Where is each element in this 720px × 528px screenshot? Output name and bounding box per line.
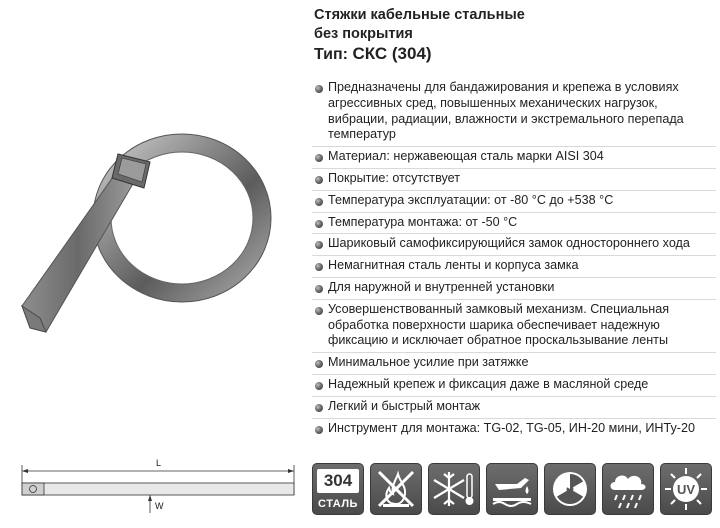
type-value: СКС (304) [352,44,432,63]
bullet-icon [315,198,323,206]
feature-item: Инструмент для монтажа: TG-02, TG-05, ИН-20 мини, ИНТу-20 [312,419,716,440]
fire-resistant-icon [370,463,422,515]
feature-item: Для наружной и внутренней установки [312,278,716,300]
uv-label: UV [676,482,696,497]
property-icons-row [312,463,716,519]
feature-item: Предназначены для бандажирования и крепежа в условиях агрессивных сред, повышенных механических нагрузок, вибрации, радиации, влажности и экстремального перепада температур [312,78,716,147]
dimension-drawing [14,455,304,515]
steel-304-icon [312,463,364,515]
feature-list [312,78,716,439]
product-title-block [314,6,714,64]
feature-item: Шариковый самофиксирующийся замок одностороннего хода [312,234,716,256]
product-image [0,70,300,370]
radiation-resistant-icon [544,463,596,515]
uv-resistant-icon [660,463,712,515]
type-line [314,44,714,64]
bullet-icon [315,307,323,315]
steel-grade-number: 304 [317,469,359,493]
feature-item: Температура монтажа: от -50 °С [312,213,716,235]
title-line-2: без покрытия [314,26,413,42]
title-line-1: Стяжки кабельные стальные [314,7,525,23]
feature-item: Температура эксплуатации: от -80 °С до +538 °С [312,191,716,213]
feature-item: Немагнитная сталь ленты и корпуса замка [312,256,716,278]
feature-item: Надежный крепеж и фиксация даже в масляной среде [312,375,716,397]
bullet-icon [315,382,323,390]
feature-item: Материал: нержавеющая сталь марки AISI 304 [312,147,716,169]
bullet-icon [315,360,323,368]
bullet-icon [315,154,323,162]
width-label: W [155,501,164,511]
oil-resistant-icon [486,463,538,515]
feature-item: Усовершенствованный замковый механизм. Специальная обработка поверхности шарика обеспечивает надежную фиксацию и исключает обратное проскальзывание ленты [312,300,716,353]
bullet-icon [315,426,323,434]
weather-resistant-icon [602,463,654,515]
bullet-icon [315,285,323,293]
bullet-icon [315,241,323,249]
bullet-icon [315,404,323,412]
steel-label: СТАЛЬ [318,498,358,510]
bullet-icon [315,263,323,271]
type-prefix: Тип: [314,46,348,63]
feature-item: Минимальное усилие при затяжке [312,353,716,375]
bullet-icon [315,85,323,93]
feature-item: Легкий и быстрый монтаж [312,397,716,419]
bullet-icon [315,220,323,228]
frost-resistant-icon [428,463,480,515]
bullet-icon [315,176,323,184]
length-label: L [156,458,162,468]
feature-item: Покрытие: отсутствует [312,169,716,191]
